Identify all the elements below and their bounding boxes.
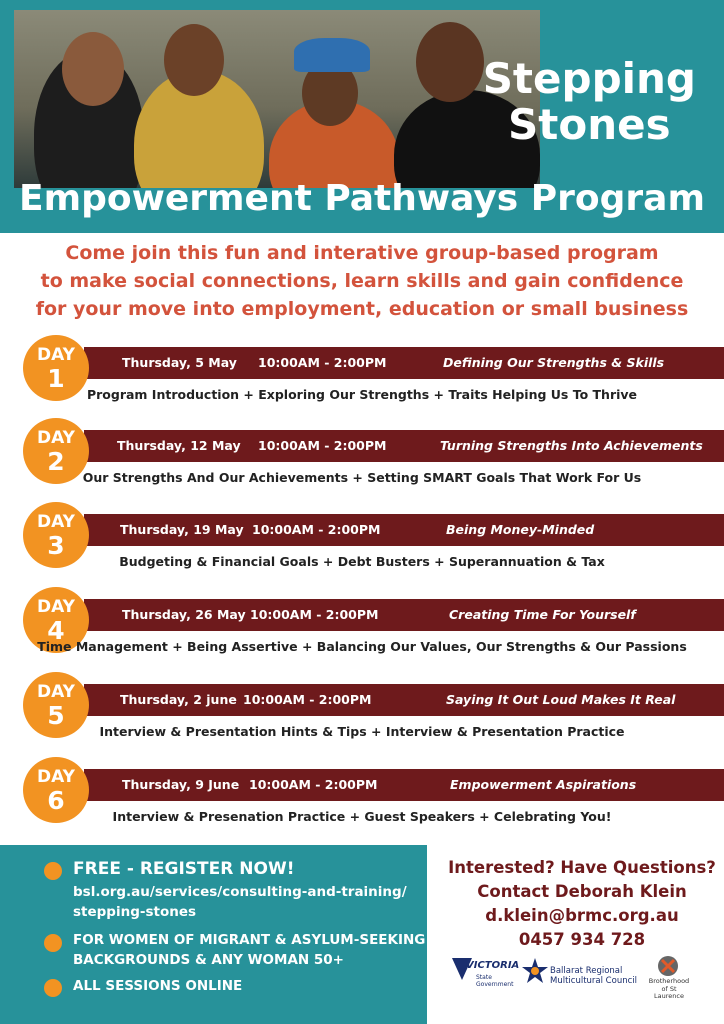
day-badge: DAY 6 <box>23 757 89 823</box>
session-bar: Thursday, 5 May 10:00AM - 2:00PM Defining Our Strengths & Skills <box>84 347 724 379</box>
session-description: Program Introduction + Exploring Our Strengths + Traits Helping Us To Thrive <box>86 387 638 402</box>
program-name: Stepping Stones <box>482 54 696 149</box>
eligibility-text: FOR WOMEN OF MIGRANT & ASYLUM-SEEKING <box>73 932 426 948</box>
day-badge: DAY 4 <box>23 587 89 653</box>
session-description: Time Management + Being Assertive + Balancing Our Values, Our Strengths & Our Passions <box>37 639 687 654</box>
victoria-logo: VICTORIA State Government <box>452 958 514 992</box>
session-description: Interview & Presenation Practice + Guest Speakers + Celebrating You! <box>112 809 612 824</box>
session-bar: Thursday, 9 June 10:00AM - 2:00PM Empowerment Aspirations <box>84 769 724 801</box>
contact-email[interactable]: d.klein@brmc.org.au <box>485 906 679 925</box>
program-subtitle: Empowerment Pathways Program <box>19 178 705 219</box>
online-text: ALL SESSIONS ONLINE <box>73 978 243 994</box>
session-description: Our Strengths And Our Achievements + Setting SMART Goals That Work For Us <box>82 470 642 485</box>
session-bar: Thursday, 12 May 10:00AM - 2:00PM Turning Strengths Into Achievements <box>84 430 724 462</box>
session-bar: Thursday, 2 june 10:00AM - 2:00PM Saying It Out Loud Makes It Real <box>84 684 724 716</box>
contact-phone[interactable]: 0457 934 728 <box>518 930 646 949</box>
day-6-session <box>0 757 724 837</box>
bullet-icon <box>44 862 62 880</box>
registration-panel <box>0 845 427 1024</box>
day-badge: DAY 1 <box>23 335 89 401</box>
session-description: Budgeting & Financial Goals + Debt Busters + Superannuation & Tax <box>119 554 605 569</box>
brmc-logo: Ballarat Regional Multicultural Council <box>522 958 624 992</box>
intro-text: Come join this fun and interative group-based program to make social connections, learn skills and gain confidence for your move into employment, education or small business <box>35 242 689 320</box>
register-heading: FREE - REGISTER NOW! <box>73 859 295 879</box>
day-3-session <box>0 502 724 582</box>
bullet-icon <box>44 934 62 952</box>
bullet-icon <box>44 979 62 997</box>
day-1-session <box>0 335 724 415</box>
bsl-logo: Brotherhood of St Laurence <box>646 955 692 997</box>
day-badge: DAY 2 <box>23 418 89 484</box>
contact-block: Interested? Have Questions? Contact Deborah Klein d.klein@brmc.org.au 0457 934 728 <box>440 856 724 952</box>
hero-photo <box>14 10 540 188</box>
hero-banner <box>0 0 724 233</box>
day-5-session <box>0 672 724 752</box>
day-4-session <box>0 587 724 667</box>
cross-emblem-icon <box>657 955 679 977</box>
register-link[interactable]: bsl.org.au/services/consulting-and-training/ <box>73 884 407 900</box>
session-bar: Thursday, 19 May 10:00AM - 2:00PM Being Money-Minded <box>84 514 724 546</box>
day-badge: DAY 3 <box>23 502 89 568</box>
register-link-cont[interactable]: stepping-stones <box>73 904 197 920</box>
session-description: Interview & Presentation Hints & Tips + Interview & Presentation Practice <box>99 724 625 739</box>
day-badge: DAY 5 <box>23 672 89 738</box>
eligibility-text-cont: BACKGROUNDS & ANY WOMAN 50+ <box>73 952 344 968</box>
day-2-session <box>0 418 724 498</box>
session-bar: Thursday, 26 May 10:00AM - 2:00PM Creating Time For Yourself <box>84 599 724 631</box>
star-emblem-icon <box>522 958 548 984</box>
